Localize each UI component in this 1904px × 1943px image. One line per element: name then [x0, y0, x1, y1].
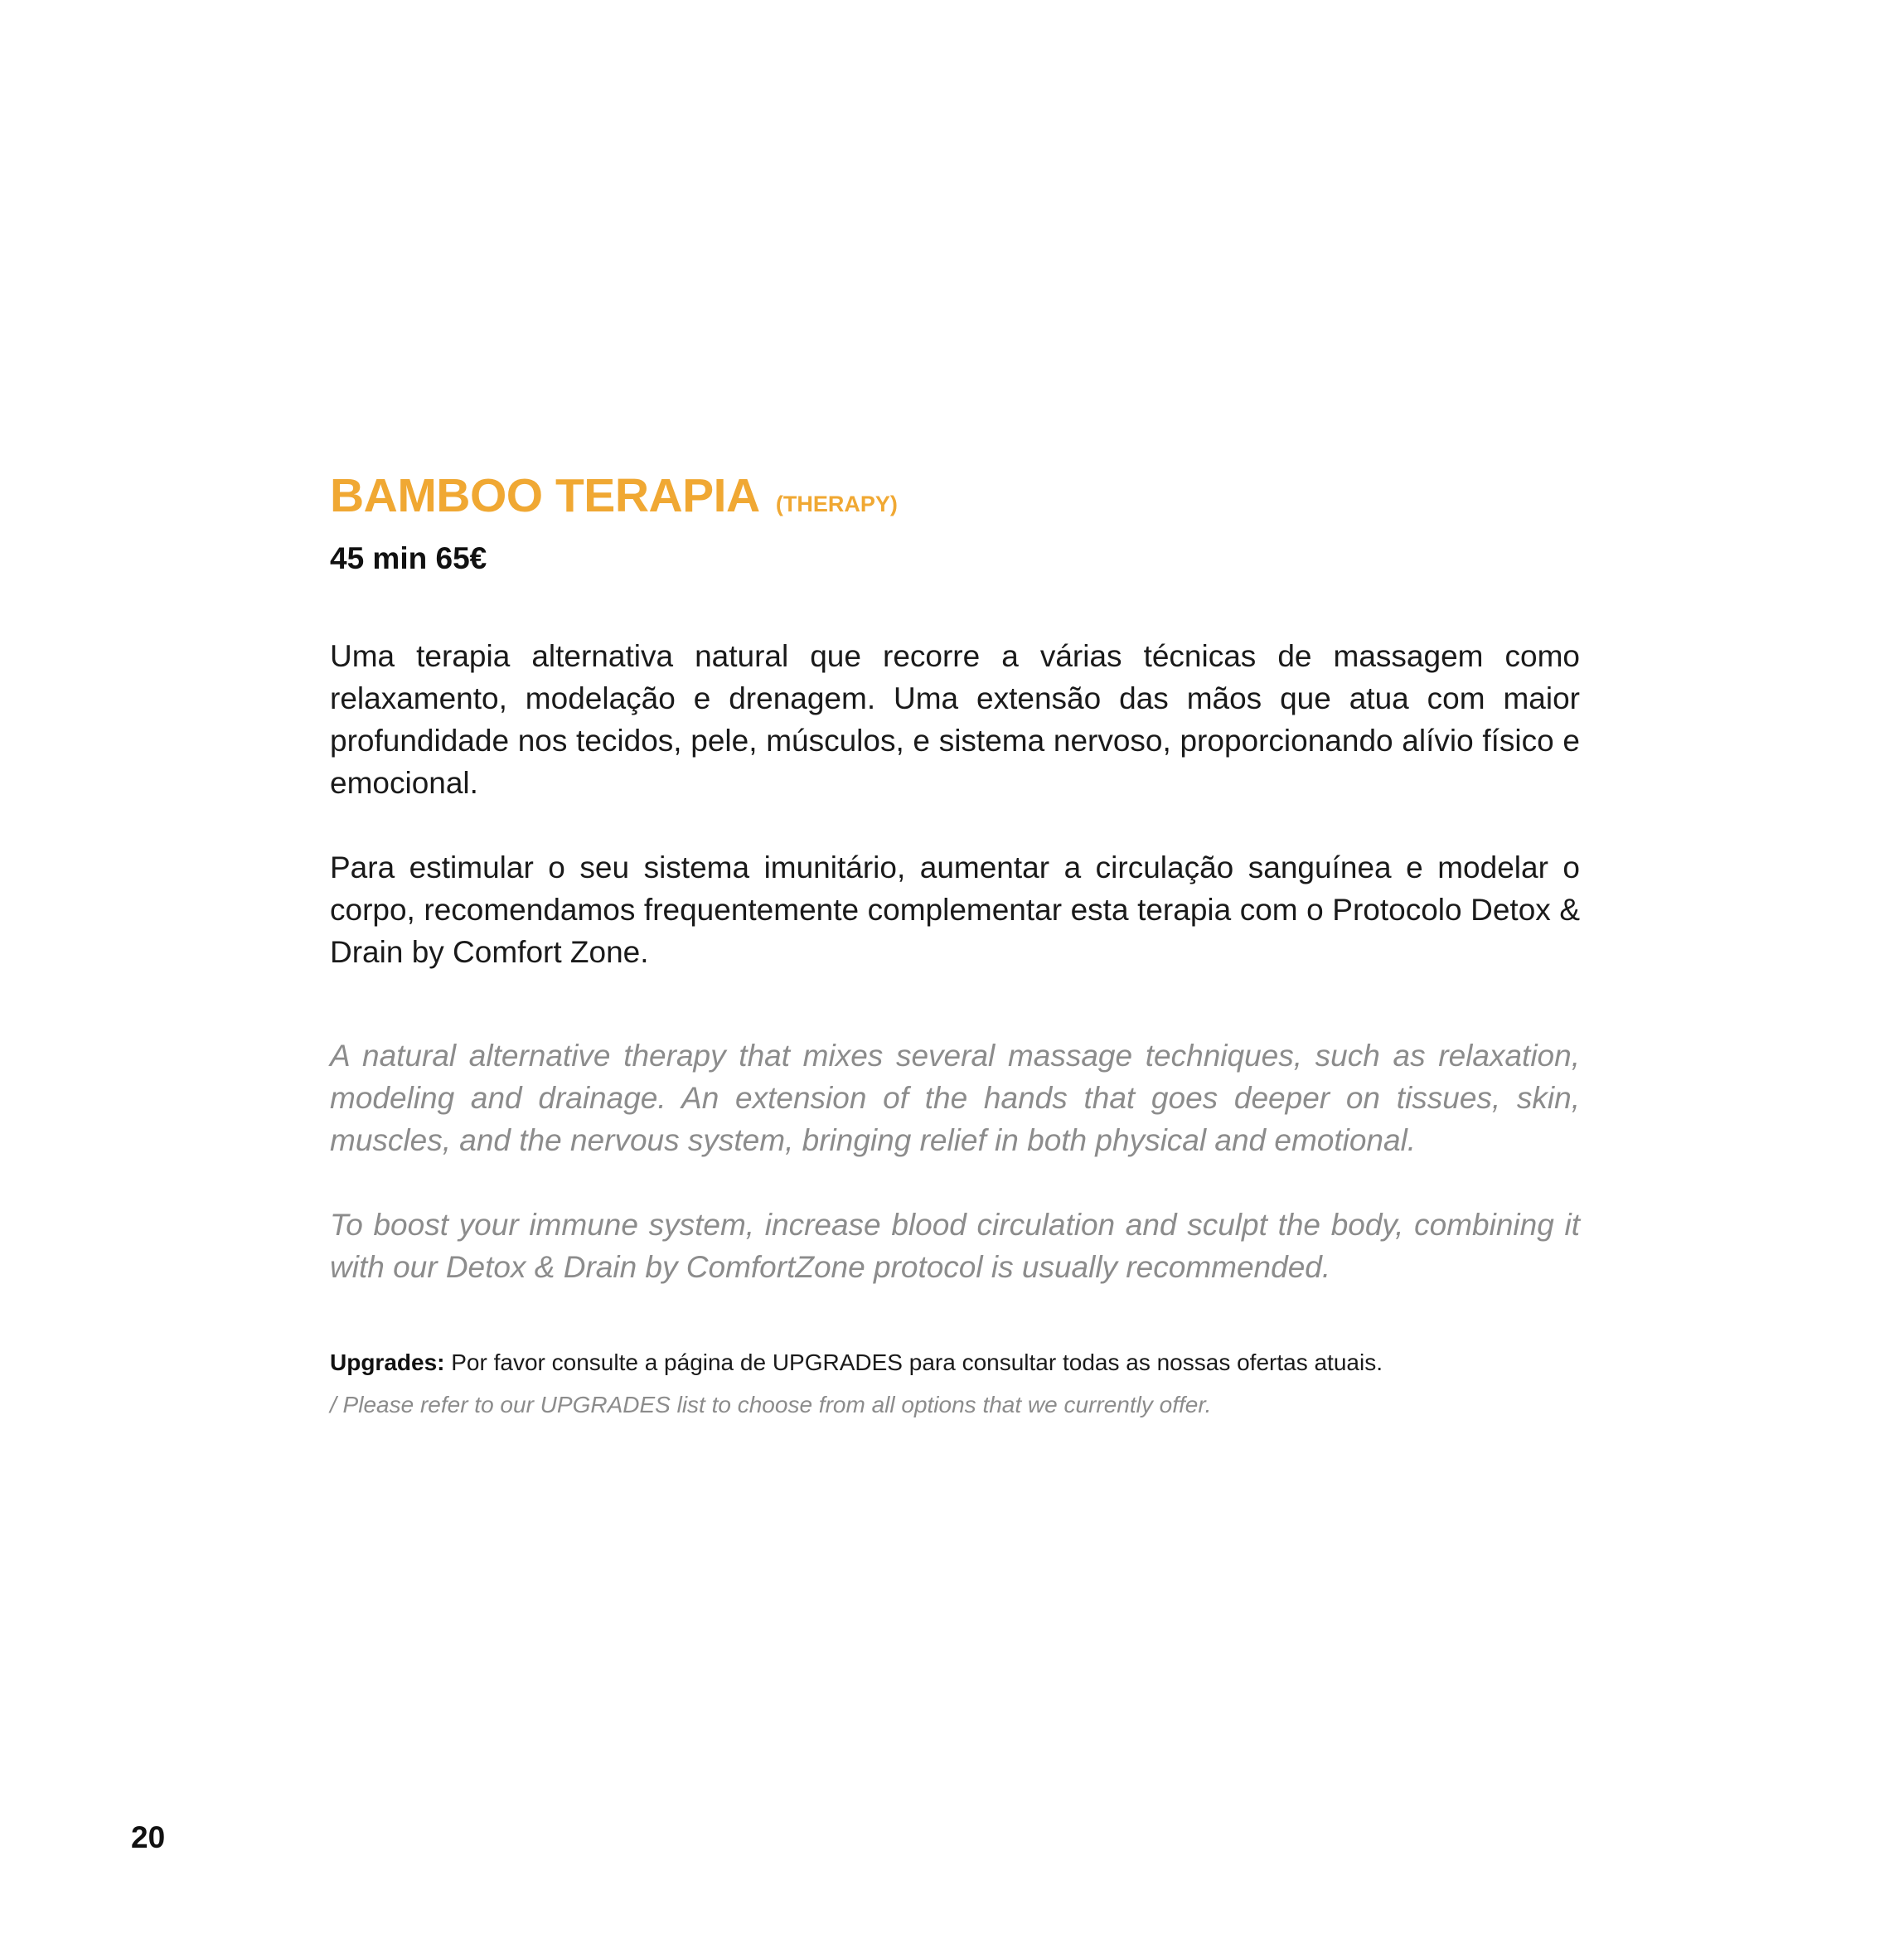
- description-pt-paragraph-1: Uma terapia alternativa natural que recorre a várias técnicas de massagem como relaxamento, modelação e drenagem. Uma extensão das mãos que atua com maior profundidade nos tecidos, pele, músculos, e sistema nervoso, proporcionando alívio físico e emocional.: [330, 639, 1580, 800]
- description-pt-paragraph-2: Para estimular o seu sistema imunitário, aumentar a circulação sanguínea e modelar o corpo, recomendamos frequentemente complementar esta terapia com o Protocolo Detox & Drain by Comfort Zone.: [330, 850, 1580, 969]
- upgrades-text-en: / Please refer to our UPGRADES list to choose from all options that we currently offer.: [330, 1392, 1212, 1417]
- service-section: [330, 464, 1580, 1426]
- service-price: 45 min 65€: [330, 541, 487, 575]
- upgrades-label: Upgrades:: [330, 1349, 445, 1375]
- upgrades-text-pt: Por favor consulte a página de UPGRADES para consultar todas as nossas ofertas atuais.: [451, 1349, 1383, 1375]
- service-title-main: BAMBOO TERAPIA: [330, 469, 758, 522]
- service-title-english: (THERAPY): [775, 492, 898, 516]
- upgrades-note: [330, 1341, 1580, 1383]
- description-en-paragraph-2: To boost your immune system, increase blood circulation and sculpt the body, combining it with our Detox & Drain by ComfortZone protocol is usually recommended.: [330, 1208, 1580, 1284]
- description-en-paragraph-1: A natural alternative therapy that mixes several massage techniques, such as relaxation, modeling and drainage. An extension of the hands that goes deeper on tissues, skin, muscles, and the nervous system, bringing relief in both physical and emotional.: [330, 1039, 1580, 1157]
- service-title: [330, 464, 1580, 535]
- page-number: 20: [131, 1820, 166, 1854]
